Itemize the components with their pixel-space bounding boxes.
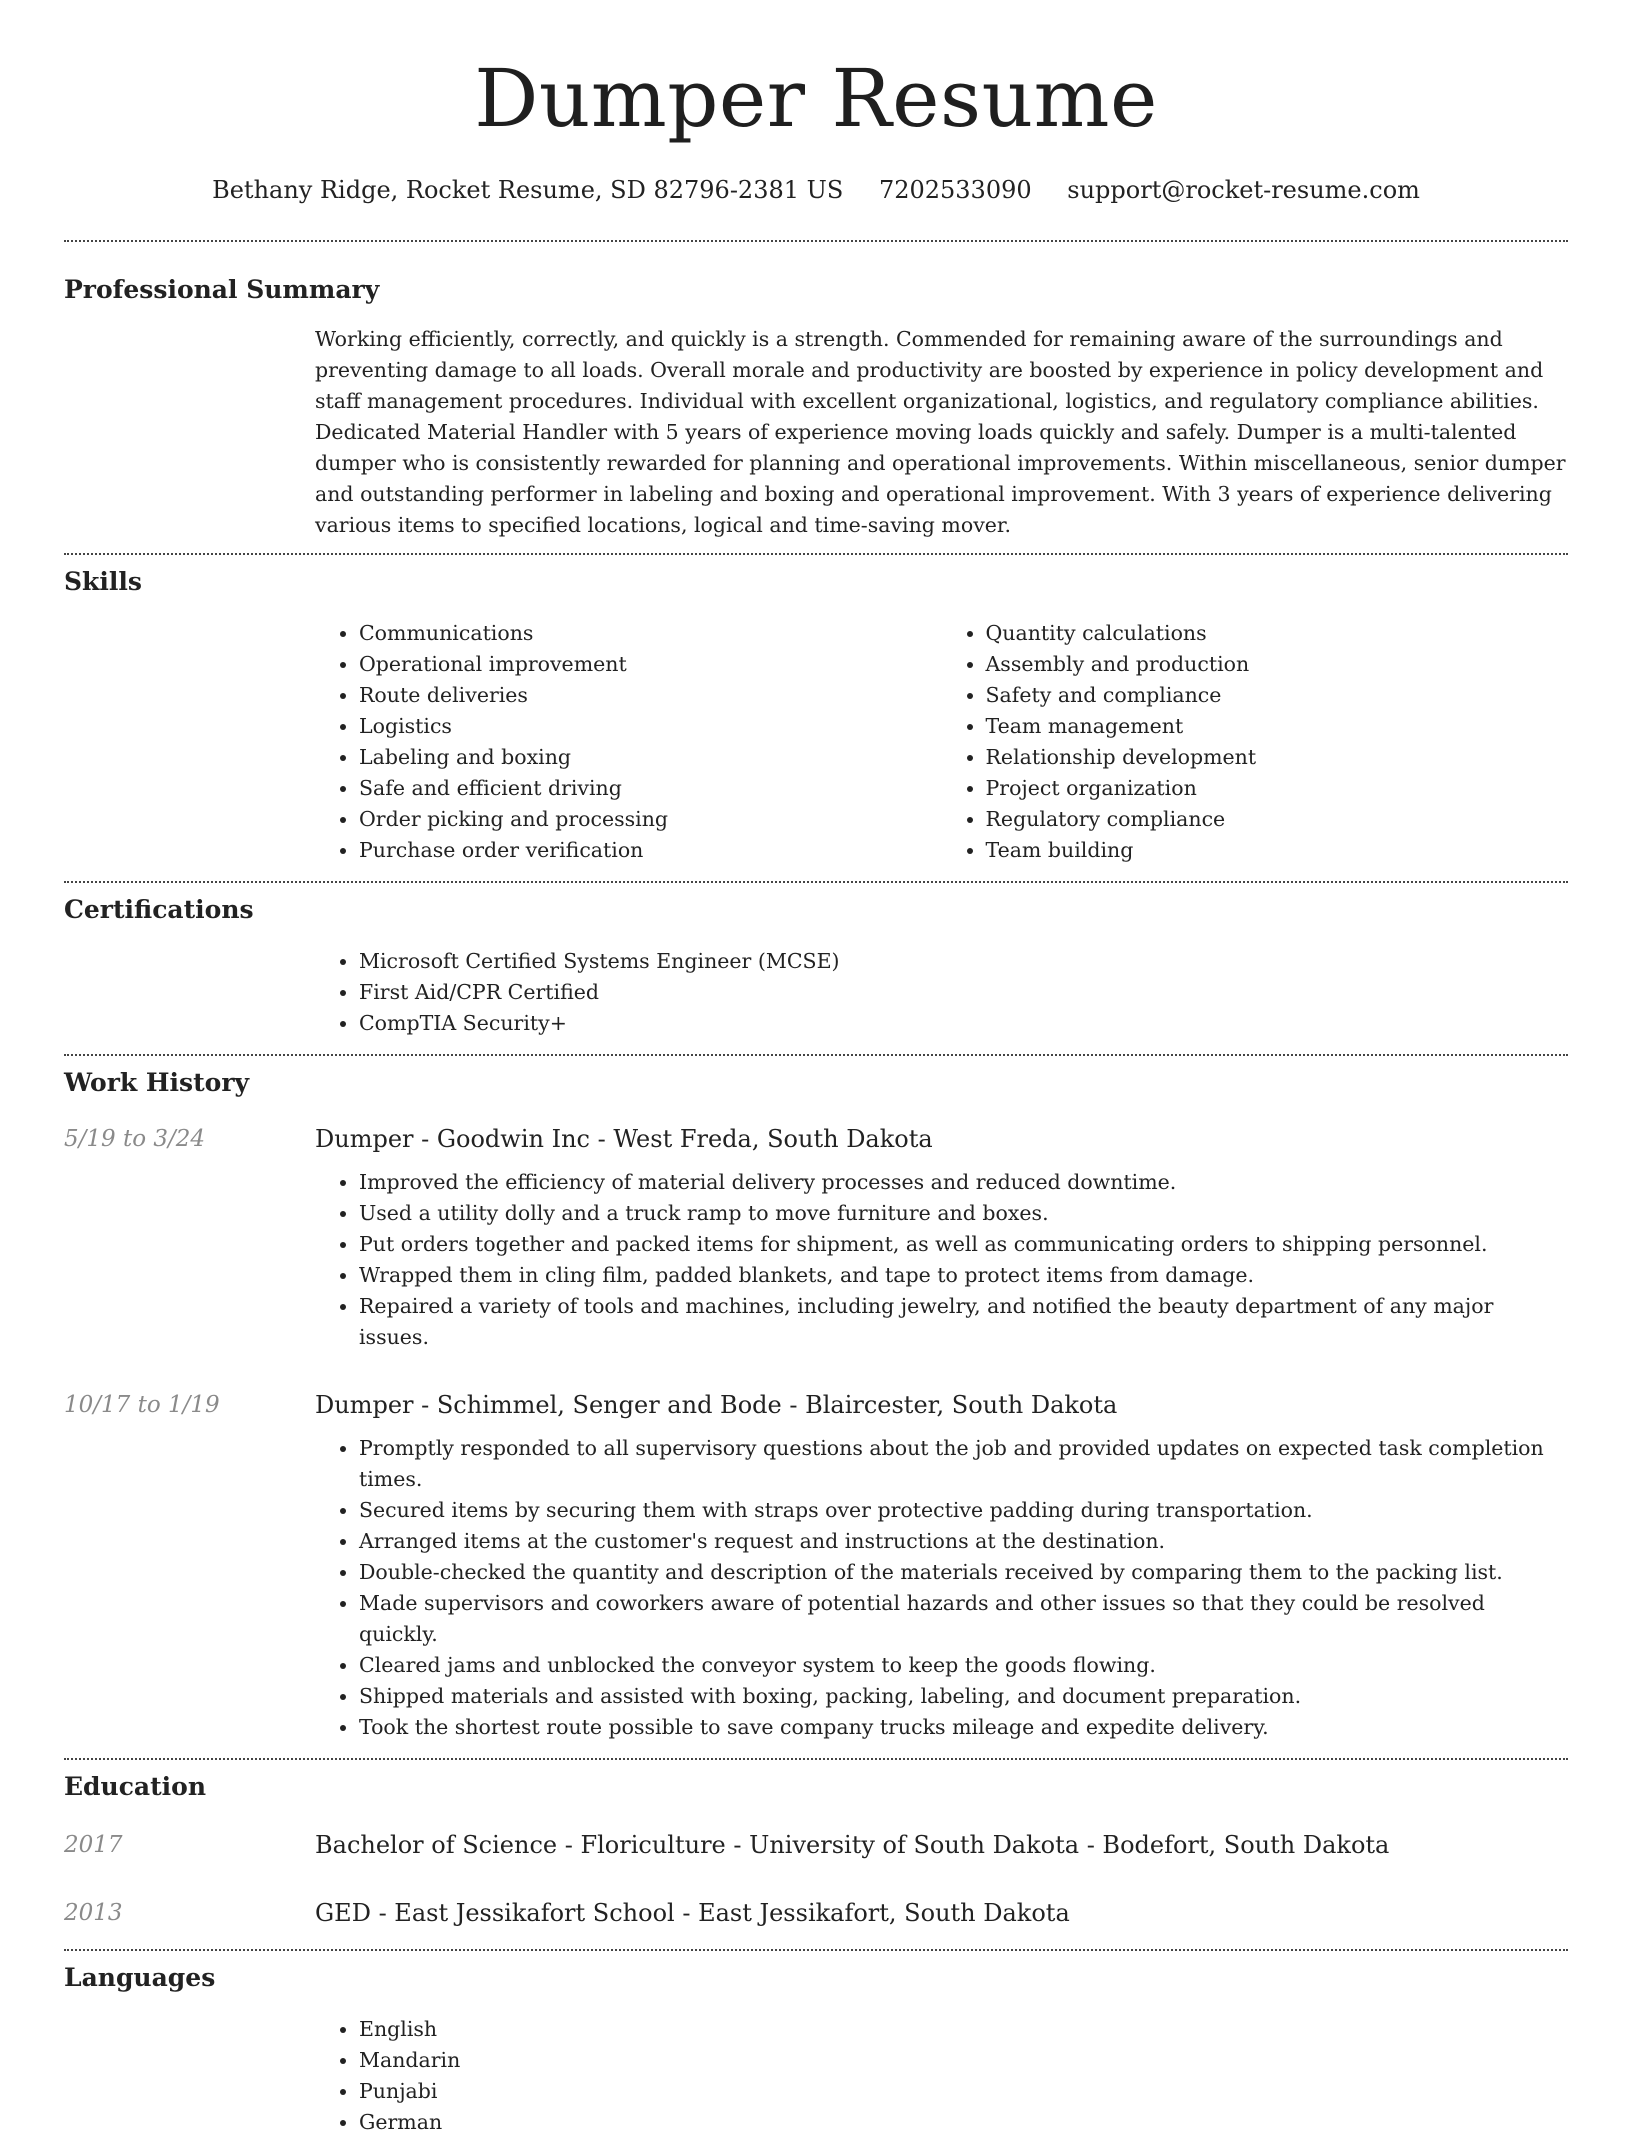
contact-email: support@rocket-resume.com [1067, 176, 1420, 204]
skill-item: • Communications [359, 618, 942, 649]
certifications-heading: Certifications [64, 895, 254, 924]
job-bullet: • Double-checked the quantity and description of the materials received by comparing them to the packing list. [359, 1557, 1568, 1588]
resume-title: Dumper Resume [474, 52, 1158, 145]
language-item: • German [359, 2107, 1568, 2138]
skills-grid [315, 618, 1568, 866]
languages-list [315, 2014, 1568, 2138]
language-item: • English [359, 2014, 1568, 2045]
skill-item: • Safety and compliance [986, 680, 1569, 711]
work-heading: Work History [64, 1068, 250, 1097]
job-dates: 10/17 to 1/19 [64, 1392, 220, 1418]
summary-heading: Professional Summary [64, 275, 380, 304]
skill-item: • Purchase order verification [359, 835, 942, 866]
language-item: • Punjabi [359, 2076, 1568, 2107]
language-item: • Mandarin [359, 2045, 1568, 2076]
contact-line [64, 172, 1568, 208]
education-year: 2013 [64, 1900, 123, 1926]
skills-section [64, 555, 1568, 866]
job-bullet: • Secured items by securing them with straps over protective padding during transportation. [359, 1495, 1568, 1526]
certifications-body [315, 946, 1568, 1039]
skill-item: • Operational improvement [359, 649, 942, 680]
job-bullets [315, 1433, 1568, 1743]
skill-item: • Project organization [986, 773, 1569, 804]
contact-phone: 7202533090 [878, 176, 1032, 204]
skills-list-left [315, 618, 942, 866]
skill-item: • Route deliveries [359, 680, 942, 711]
skill-item: • Quantity calculations [986, 618, 1569, 649]
job-bullet: • Put orders together and packed items for shipment, as well as communicating orders to shipping personnel. [359, 1229, 1568, 1260]
job-bullet: • Took the shortest route possible to save company trucks mileage and expedite delivery. [359, 1712, 1568, 1743]
job-bullet: • Shipped materials and assisted with boxing, packing, labeling, and document preparation. [359, 1681, 1568, 1712]
job-bullet: • Repaired a variety of tools and machines, including jewelry, and notified the beauty department of any major issues. [359, 1291, 1568, 1353]
education-entry [64, 1825, 1568, 1865]
languages-heading: Languages [64, 1963, 216, 1992]
job-title: Dumper - Goodwin Inc - West Freda, South Dakota [315, 1125, 933, 1153]
contact-address: Bethany Ridge, Rocket Resume, SD 82796-2381 US [212, 176, 844, 204]
certification-item: • First Aid/CPR Certified [359, 977, 1568, 1008]
job-bullet: • Promptly responded to all supervisory questions about the job and provided updates on expected task completion times. [359, 1433, 1568, 1495]
job-bullet: • Made supervisors and coworkers aware of potential hazards and other issues so that they could be resolved quickly. [359, 1588, 1568, 1650]
job-dates: 5/19 to 3/24 [64, 1126, 206, 1152]
skill-item: • Order picking and processing [359, 804, 942, 835]
summary-body [315, 324, 1568, 541]
skills-list-right [942, 618, 1569, 866]
summary-section [64, 242, 1568, 541]
education-section [64, 1760, 1568, 1933]
languages-section [64, 1951, 1568, 2138]
skill-item: • Team management [986, 711, 1569, 742]
skill-item: • Labeling and boxing [359, 742, 942, 773]
job-header [64, 1385, 1568, 1425]
education-heading: Education [64, 1772, 207, 1801]
skills-heading: Skills [64, 567, 142, 596]
skill-item: • Logistics [359, 711, 942, 742]
certification-item: • CompTIA Security+ [359, 1008, 1568, 1039]
resume-page [64, 0, 1568, 2138]
job-bullet: • Cleared jams and unblocked the conveyor system to keep the goods flowing. [359, 1650, 1568, 1681]
job-body [315, 1433, 1568, 1743]
education-year: 2017 [64, 1832, 123, 1858]
certifications-list [315, 946, 1568, 1039]
work-section [64, 1056, 1568, 1743]
education-text: Bachelor of Science - Floriculture - University of South Dakota - Bodefort, South Dakota [315, 1831, 1390, 1859]
job-header [64, 1119, 1568, 1159]
languages-body [315, 2014, 1568, 2138]
skill-item: • Team building [986, 835, 1569, 866]
summary-text: Working efficiently, correctly, and quickly is a strength. Commended for remaining aware of the surroundings and preventing damage to all loads. Overall morale and productivity are boosted by experience in policy development and staff management procedures. Individual with excellent organizational, logistics, and regulatory compliance abilities. Dedicated Material Handler with 5 years of experience moving loads quickly and safely. Dumper is a multi-talented dumper who is consistently rewarded for planning and operational improvements. Within miscellaneous, senior dumper and outstanding performer in labeling and boxing and operational improvement. With 3 years of experience delivering various items to specified locations, logical and time-saving mover. [315, 327, 1566, 537]
job-bullet: • Arranged items at the customer's request and instructions at the destination. [359, 1526, 1568, 1557]
skill-item: • Safe and efficient driving [359, 773, 942, 804]
education-text: GED - East Jessikafort School - East Jessikafort, South Dakota [315, 1899, 1070, 1927]
skill-item: • Relationship development [986, 742, 1569, 773]
skill-item: • Assembly and production [986, 649, 1569, 680]
job-bullet: • Improved the efficiency of material delivery processes and reduced downtime. [359, 1167, 1568, 1198]
job-bullet: • Used a utility dolly and a truck ramp to move furniture and boxes. [359, 1198, 1568, 1229]
certifications-section [64, 883, 1568, 1039]
job-body [315, 1167, 1568, 1353]
job-title: Dumper - Schimmel, Senger and Bode - Blaircester, South Dakota [315, 1391, 1118, 1419]
skill-item: • Regulatory compliance [986, 804, 1569, 835]
certification-item: • Microsoft Certified Systems Engineer (MCSE) [359, 946, 1568, 977]
job-bullet: • Wrapped them in cling film, padded blankets, and tape to protect items from damage. [359, 1260, 1568, 1291]
education-entry [64, 1893, 1568, 1933]
job-bullets [315, 1167, 1568, 1353]
